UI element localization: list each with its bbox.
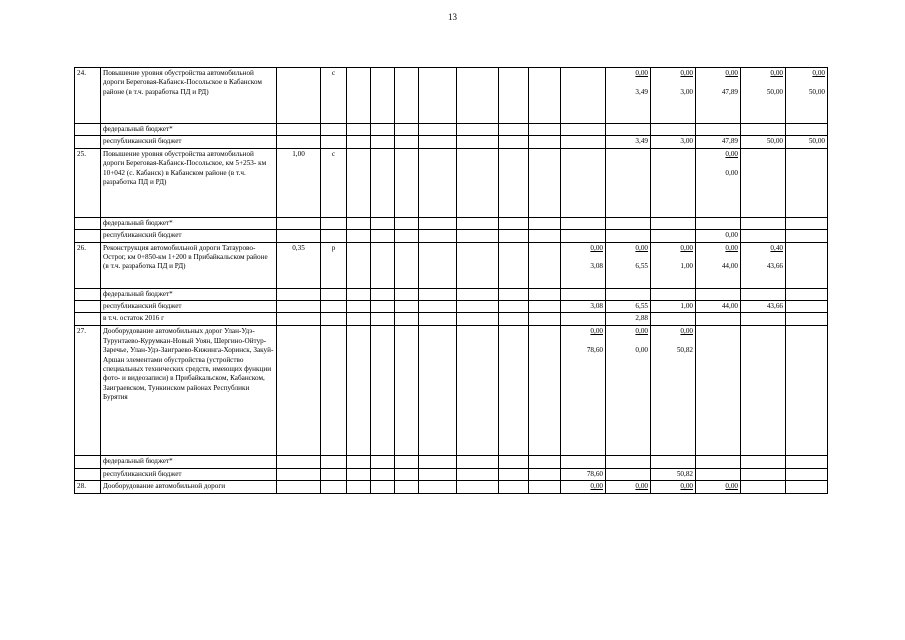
value-cell <box>696 468 741 480</box>
value-cell <box>395 217 419 229</box>
total-value: 0,00 <box>590 327 603 336</box>
value-cell <box>741 217 786 229</box>
value-cell <box>529 481 561 493</box>
value-cell <box>561 313 606 326</box>
value-cell <box>395 313 419 326</box>
value-cell <box>786 288 828 300</box>
value-cell <box>419 242 457 288</box>
row-number <box>75 456 101 468</box>
value-cell <box>786 456 828 468</box>
value-cell <box>347 124 371 136</box>
value-cell <box>395 230 419 242</box>
row-number: 26. <box>75 242 101 288</box>
value-cell <box>499 456 529 468</box>
budget-value: 1,00 <box>680 262 693 271</box>
value-cell <box>741 242 786 288</box>
total-value: 0,00 <box>725 482 738 491</box>
row-number <box>75 217 101 229</box>
budget-value: 3,08 <box>590 262 603 271</box>
value-cell <box>529 326 561 456</box>
value-cell <box>499 481 529 493</box>
length-cell <box>277 136 321 148</box>
value-cell <box>457 136 499 148</box>
item-row <box>75 242 828 288</box>
type-cell <box>321 481 347 493</box>
row-name: Повышение уровня обустройства автомобильной дороги Береговая-Кабанск-Посольское в Кабанском районе (в т.ч. разработка ПД и РД) <box>101 68 277 124</box>
total-value: 0,00 <box>635 69 648 77</box>
value-cell <box>499 124 529 136</box>
value-cell <box>347 68 371 124</box>
budget-row <box>75 313 828 326</box>
value-cell <box>651 326 696 456</box>
value-cell <box>395 288 419 300</box>
value-cell <box>696 313 741 326</box>
value-cell <box>786 230 828 242</box>
type-cell: с <box>321 148 347 217</box>
value-cell <box>561 242 606 288</box>
row-name: федеральный бюджет* <box>101 456 277 468</box>
length-cell <box>277 456 321 468</box>
value-cell <box>419 313 457 326</box>
row-name: федеральный бюджет* <box>101 217 277 229</box>
value-cell <box>499 313 529 326</box>
value-cell <box>371 124 395 136</box>
value-cell <box>499 68 529 124</box>
row-number: 28. <box>75 481 101 493</box>
total-value: 0,00 <box>590 482 603 491</box>
budget-row <box>75 456 828 468</box>
value-cell <box>457 313 499 326</box>
value-cell <box>651 230 696 242</box>
value-cell <box>499 217 529 229</box>
budget-value: 50,00 <box>808 87 825 96</box>
length-cell: 1,00 <box>277 148 321 217</box>
value-cell: 50,82 <box>651 468 696 480</box>
value-cell <box>529 456 561 468</box>
type-cell <box>321 124 347 136</box>
value-cell <box>786 148 828 217</box>
value-cell <box>395 242 419 288</box>
budget-value: 50,00 <box>766 87 783 96</box>
value-cell: 2,88 <box>606 313 651 326</box>
value-cell: 50,00 <box>786 136 828 148</box>
value-cell <box>395 456 419 468</box>
value-cell <box>529 136 561 148</box>
value-cell <box>741 68 786 124</box>
value-cell <box>419 68 457 124</box>
value-cell <box>529 313 561 326</box>
row-number <box>75 288 101 300</box>
value-cell <box>371 217 395 229</box>
row-name: республиканский бюджет <box>101 136 277 148</box>
value-cell <box>347 217 371 229</box>
row-name: в т.ч. остаток 2016 г <box>101 313 277 326</box>
value-cell <box>371 230 395 242</box>
value-cell <box>371 313 395 326</box>
value-cell <box>696 124 741 136</box>
value-cell <box>696 326 741 456</box>
budget-value: 0,00 <box>635 346 648 355</box>
length-cell <box>277 326 321 456</box>
item-row <box>75 148 828 217</box>
type-cell <box>321 301 347 313</box>
value-cell <box>561 326 606 456</box>
page-number: 13 <box>448 12 457 22</box>
value-cell <box>457 230 499 242</box>
row-name: Дооборудование автомобильных дорог Улан-Удэ-Турунтаево-Курумкан-Новый Уоян, Шергино-Ойтур-Заречье, Улан-Удэ-Заиграево-Кижинга-Хоринск, Закуй-Аршан элементами обустройства (устройство специальных технических средств, имеющих функции фото- и видеозаписи) в Прибайкальском, Кабанском, Заиграевском, Тункинском районах Республики Бурятия <box>101 326 277 456</box>
length-cell <box>277 313 321 326</box>
value-cell <box>499 301 529 313</box>
value-cell <box>651 217 696 229</box>
value-cell <box>371 481 395 493</box>
item-row <box>75 68 828 124</box>
total-value: 0,00 <box>680 69 693 77</box>
row-name: республиканский бюджет <box>101 230 277 242</box>
value-cell <box>499 288 529 300</box>
value-cell <box>561 456 606 468</box>
row-number <box>75 136 101 148</box>
value-cell <box>529 468 561 480</box>
budget-value: 50,82 <box>676 346 693 355</box>
total-value: 0,00 <box>635 243 648 252</box>
value-cell <box>457 456 499 468</box>
value-cell <box>786 301 828 313</box>
type-cell <box>321 326 347 456</box>
total-value: 0,00 <box>812 69 825 77</box>
type-cell <box>321 217 347 229</box>
value-cell <box>347 326 371 456</box>
type-cell <box>321 288 347 300</box>
value-cell <box>606 468 651 480</box>
value-cell <box>419 481 457 493</box>
value-cell <box>457 481 499 493</box>
value-cell <box>395 136 419 148</box>
value-cell <box>606 326 651 456</box>
value-cell <box>696 456 741 468</box>
row-name: республиканский бюджет <box>101 468 277 480</box>
value-cell <box>651 68 696 124</box>
value-cell: 6,55 <box>606 301 651 313</box>
budget-value: 44,00 <box>721 262 738 271</box>
budget-value: 3,00 <box>680 87 693 96</box>
type-cell <box>321 313 347 326</box>
value-cell <box>457 124 499 136</box>
total-value: 0,00 <box>725 149 738 158</box>
value-cell <box>419 217 457 229</box>
value-cell <box>395 148 419 217</box>
value-cell <box>786 242 828 288</box>
value-cell <box>395 68 419 124</box>
value-cell <box>606 288 651 300</box>
value-cell <box>606 68 651 124</box>
value-cell <box>499 326 529 456</box>
budget-row <box>75 124 828 136</box>
value-cell <box>347 136 371 148</box>
value-cell <box>696 481 741 493</box>
total-value: 0,40 <box>770 243 783 252</box>
value-cell <box>371 468 395 480</box>
value-cell: 47,89 <box>696 136 741 148</box>
value-cell <box>529 242 561 288</box>
value-cell <box>419 288 457 300</box>
value-cell <box>529 148 561 217</box>
value-cell <box>786 481 828 493</box>
row-number <box>75 468 101 480</box>
value-cell: 43,66 <box>741 301 786 313</box>
value-cell <box>395 301 419 313</box>
length-cell: 0,35 <box>277 242 321 288</box>
row-name: Повышение уровня обустройства автомобильной дороги Береговая-Кабанск-Посольское, км 5+253- км 10+042 (с. Кабанск) в Кабанском районе (в т.ч. разработка ПД и РД) <box>101 148 277 217</box>
value-cell <box>741 230 786 242</box>
value-cell <box>395 326 419 456</box>
value-cell <box>347 313 371 326</box>
value-cell <box>419 301 457 313</box>
value-cell <box>561 68 606 124</box>
length-cell <box>277 217 321 229</box>
row-name: федеральный бюджет* <box>101 288 277 300</box>
value-cell <box>347 148 371 217</box>
length-cell <box>277 468 321 480</box>
value-cell <box>606 217 651 229</box>
value-cell <box>561 217 606 229</box>
value-cell <box>529 68 561 124</box>
value-cell <box>499 230 529 242</box>
value-cell: 3,49 <box>606 136 651 148</box>
value-cell <box>606 242 651 288</box>
value-cell <box>371 456 395 468</box>
value-cell <box>499 242 529 288</box>
budget-row <box>75 136 828 148</box>
budget-row <box>75 288 828 300</box>
total-value: 0,00 <box>635 327 648 336</box>
value-cell <box>606 481 651 493</box>
row-number <box>75 301 101 313</box>
budget-value: 78,60 <box>586 346 603 355</box>
value-cell: 0,00 <box>696 230 741 242</box>
value-cell <box>651 148 696 217</box>
budget-row <box>75 230 828 242</box>
value-cell: 50,00 <box>741 136 786 148</box>
type-cell <box>321 136 347 148</box>
value-cell <box>529 301 561 313</box>
budget-value: 47,89 <box>721 87 738 96</box>
value-cell <box>786 468 828 480</box>
value-cell <box>561 230 606 242</box>
value-cell <box>606 148 651 217</box>
length-cell <box>277 230 321 242</box>
row-number: 24. <box>75 68 101 124</box>
value-cell <box>371 326 395 456</box>
value-cell <box>561 136 606 148</box>
value-cell <box>371 288 395 300</box>
value-cell <box>786 313 828 326</box>
value-cell <box>419 124 457 136</box>
value-cell <box>741 288 786 300</box>
value-cell <box>651 288 696 300</box>
value-cell <box>561 148 606 217</box>
value-cell <box>457 301 499 313</box>
value-cell <box>457 242 499 288</box>
row-name: Реконструкция автомобильной дороги Татаурово-Острог, км 0+850-км 1+200 в Прибайкальском районе (в т.ч. разработка ПД и РД) <box>101 242 277 288</box>
value-cell <box>606 230 651 242</box>
value-cell: 44,00 <box>696 301 741 313</box>
value-cell <box>347 230 371 242</box>
value-cell <box>651 242 696 288</box>
budget-row <box>75 468 828 480</box>
type-cell: с <box>321 68 347 124</box>
value-cell: 3,08 <box>561 301 606 313</box>
total-value: 0,00 <box>770 69 783 77</box>
row-name: республиканский бюджет <box>101 301 277 313</box>
value-cell <box>347 288 371 300</box>
row-number <box>75 124 101 136</box>
length-cell <box>277 124 321 136</box>
value-cell <box>741 456 786 468</box>
value-cell <box>419 456 457 468</box>
total-value: 0,00 <box>590 243 603 252</box>
value-cell <box>651 313 696 326</box>
type-cell: р <box>321 242 347 288</box>
value-cell <box>696 68 741 124</box>
value-cell <box>741 148 786 217</box>
value-cell <box>786 124 828 136</box>
value-cell: 78,60 <box>561 468 606 480</box>
value-cell <box>606 456 651 468</box>
budget-value: 6,55 <box>635 262 648 271</box>
value-cell <box>529 288 561 300</box>
value-cell <box>606 124 651 136</box>
value-cell: 1,00 <box>651 301 696 313</box>
value-cell <box>741 481 786 493</box>
type-cell <box>321 456 347 468</box>
value-cell <box>371 68 395 124</box>
length-cell <box>277 288 321 300</box>
value-cell <box>741 313 786 326</box>
value-cell <box>786 217 828 229</box>
value-cell <box>651 481 696 493</box>
value-cell <box>696 288 741 300</box>
value-cell <box>371 136 395 148</box>
value-cell <box>561 288 606 300</box>
value-cell <box>786 68 828 124</box>
length-cell <box>277 481 321 493</box>
total-value: 0,00 <box>680 327 693 336</box>
value-cell <box>457 68 499 124</box>
budget-value: 3,49 <box>635 87 648 96</box>
total-value: 0,00 <box>635 482 648 491</box>
value-cell <box>529 230 561 242</box>
value-cell <box>457 468 499 480</box>
value-cell <box>395 468 419 480</box>
value-cell <box>696 217 741 229</box>
value-cell <box>419 230 457 242</box>
value-cell <box>457 217 499 229</box>
value-cell <box>371 242 395 288</box>
length-cell <box>277 301 321 313</box>
total-value: 0,00 <box>725 69 738 77</box>
value-cell <box>371 148 395 217</box>
row-name: федеральный бюджет* <box>101 124 277 136</box>
total-value: 0,00 <box>725 243 738 252</box>
budget-value: 0,00 <box>725 168 738 177</box>
value-cell <box>561 481 606 493</box>
value-cell <box>419 326 457 456</box>
value-cell <box>696 148 741 217</box>
type-cell <box>321 230 347 242</box>
value-cell <box>529 124 561 136</box>
row-number: 25. <box>75 148 101 217</box>
value-cell <box>419 136 457 148</box>
budget-row <box>75 217 828 229</box>
value-cell <box>499 136 529 148</box>
total-value: 0,00 <box>680 243 693 252</box>
budget-value: 43,66 <box>766 262 783 271</box>
value-cell <box>651 456 696 468</box>
value-cell <box>741 468 786 480</box>
value-cell <box>347 481 371 493</box>
value-cell <box>457 148 499 217</box>
value-cell <box>419 468 457 480</box>
row-number <box>75 230 101 242</box>
value-cell <box>395 481 419 493</box>
row-number <box>75 313 101 326</box>
value-cell <box>696 242 741 288</box>
value-cell <box>419 148 457 217</box>
item-row <box>75 481 828 493</box>
program-table <box>74 67 828 494</box>
value-cell <box>741 326 786 456</box>
total-value: 0,00 <box>680 482 693 491</box>
type-cell <box>321 468 347 480</box>
budget-row <box>75 301 828 313</box>
value-cell <box>395 124 419 136</box>
row-name: Дооборудование автомобильной дороги <box>101 481 277 493</box>
value-cell <box>561 124 606 136</box>
value-cell <box>651 124 696 136</box>
value-cell <box>457 288 499 300</box>
length-cell <box>277 68 321 124</box>
value-cell <box>499 468 529 480</box>
value-cell <box>786 326 828 456</box>
value-cell <box>371 301 395 313</box>
value-cell <box>499 148 529 217</box>
value-cell <box>347 456 371 468</box>
value-cell <box>457 326 499 456</box>
row-number: 27. <box>75 326 101 456</box>
value-cell <box>347 468 371 480</box>
value-cell <box>347 301 371 313</box>
value-cell <box>741 124 786 136</box>
value-cell <box>347 242 371 288</box>
item-row <box>75 326 828 456</box>
value-cell <box>529 217 561 229</box>
value-cell: 3,00 <box>651 136 696 148</box>
